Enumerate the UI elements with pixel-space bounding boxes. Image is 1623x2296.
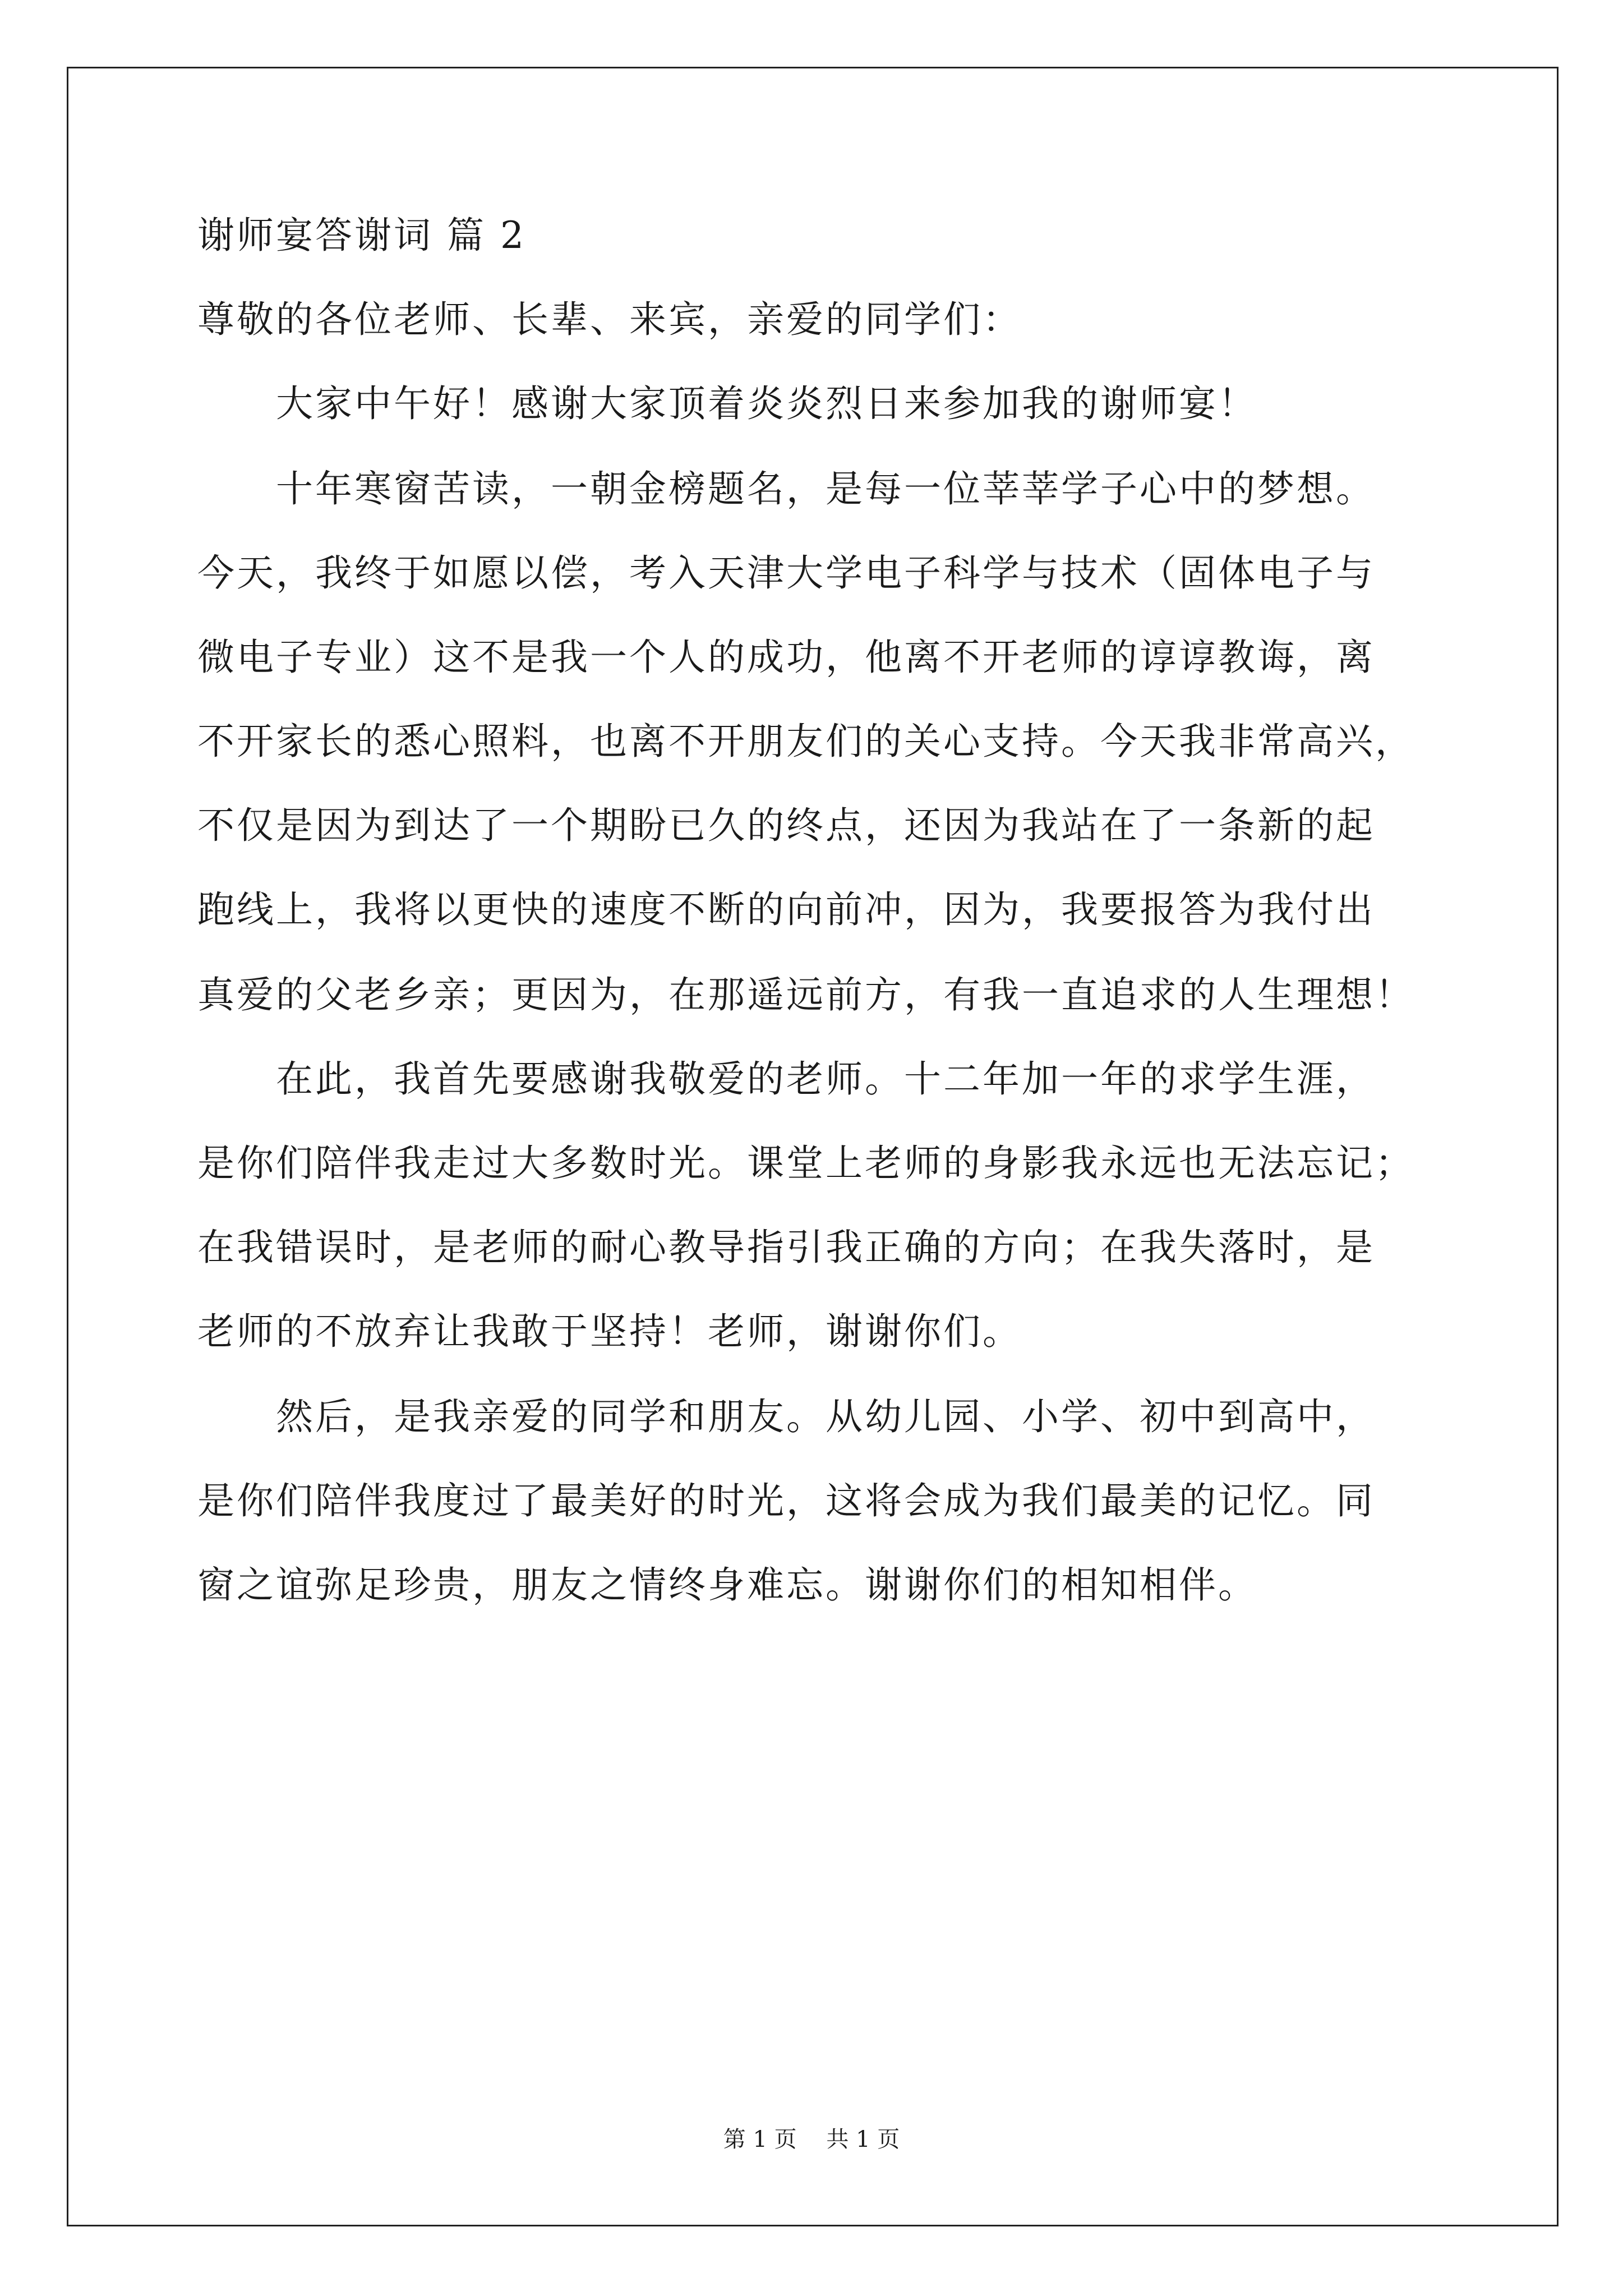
- page-footer: [0, 2126, 1623, 2153]
- text-line: 在此，我首先要感谢我敬爱的老师。十二年加一年的求学生涯，: [197, 1057, 1375, 1101]
- text-line: 大家中午好！感谢大家顶着炎炎烈日来参加我的谢师宴！: [197, 382, 1257, 425]
- text-line: 然后，是我亲爱的同学和朋友。从幼儿园、小学、初中到高中，: [197, 1395, 1375, 1438]
- text-line: 不仅是因为到达了一个期盼已久的终点，还因为我站在了一条新的起: [197, 804, 1375, 847]
- page-number: 第 1 页: [723, 2127, 797, 2152]
- text-line: 十年寒窗苦读，一朝金榜题名，是每一位莘莘学子心中的梦想。: [197, 467, 1375, 510]
- text-line: 窗之谊弥足珍贵，朋友之情终身难忘。谢谢你们的相知相伴。: [197, 1563, 1257, 1607]
- text-line: 跑线上，我将以更快的速度不断的向前冲，因为，我要报答为我付出: [197, 888, 1375, 931]
- text-line: 尊敬的各位老师、长辈、来宾，亲爱的同学们：: [197, 298, 1022, 341]
- text-line: 是你们陪伴我度过了最美好的时光，这将会成为我们最美的记忆。同: [197, 1479, 1375, 1522]
- text-line: 微电子专业）这不是我一个人的成功，他离不开老师的谆谆教诲，离: [197, 636, 1375, 679]
- document-title: 谢师宴答谢词 篇 2: [197, 214, 526, 257]
- text-line: 老师的不放弃让我敢于坚持！老师，谢谢你们。: [197, 1310, 1022, 1353]
- text-line: 不开家长的悉心照料，也离不开朋友们的关心支持。今天我非常高兴，: [197, 720, 1414, 763]
- text-line: 今天，我终于如愿以偿，考入天津大学电子科学与技术（固体电子与: [197, 551, 1375, 595]
- text-line: 在我错误时，是老师的耐心教导指引我正确的方向；在我失落时，是: [197, 1226, 1375, 1269]
- text-line: 是你们陪伴我走过大多数时光。课堂上老师的身影我永远也无法忘记；: [197, 1142, 1414, 1185]
- text-line: 真爱的父老乡亲；更因为，在那遥远前方，有我一直追求的人生理想！: [197, 973, 1414, 1016]
- page-total: 共 1 页: [826, 2127, 900, 2152]
